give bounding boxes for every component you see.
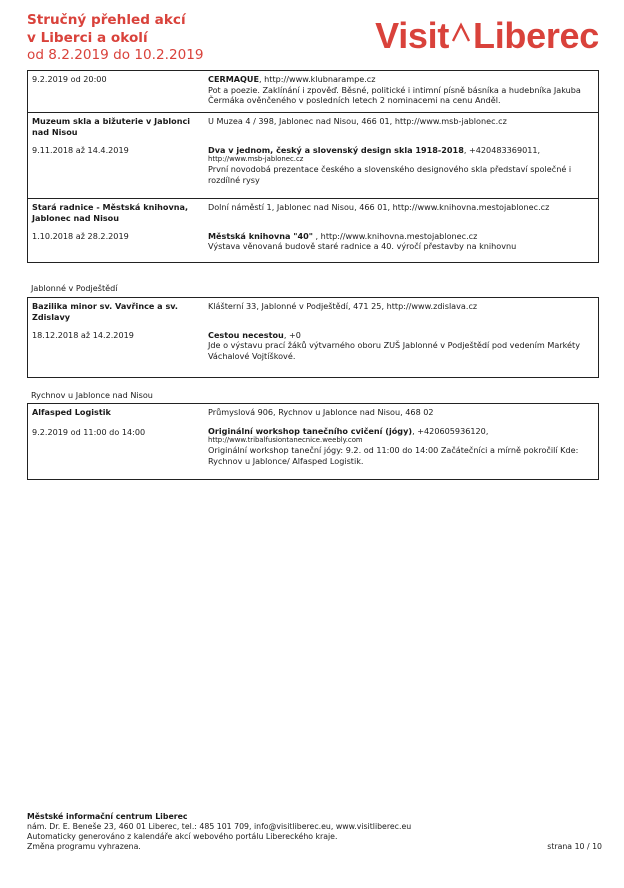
- event-url: http://www.tribalfusiontanecnice.weebly.com: [208, 436, 363, 445]
- event-contact: , http://www.klubnarampe.cz: [259, 74, 376, 84]
- footer-organization: Městské informační centrum Liberec: [27, 812, 188, 821]
- venue-name: Bazilika minor sv. Vavřince a sv. Zdislavy: [32, 301, 178, 322]
- page-number: strana 10 / 10: [547, 842, 602, 852]
- event-row: [28, 71, 598, 112]
- title-date-range: od 8.2.2019 do 10.2.2019: [27, 47, 204, 63]
- title-line-1: Stručný přehled akcí: [27, 12, 186, 28]
- venue-address: Dolní náměstí 1, Jablonec nad Nisou, 466 01, http://www.knihovna.mestojablonec.cz: [208, 202, 550, 212]
- event-date: 9.2.2019 od 11:00 do 14:00: [32, 426, 146, 437]
- document-title: [27, 12, 204, 65]
- town-heading: Jablonné v Podještědí: [31, 283, 118, 293]
- logo-caret-icon: [450, 19, 472, 49]
- event-description: Jde o výstavu prací žáků výtvarného oboru ZUŠ Jablonné v Podještědí pod vedením Markéty Váchalové Vojtíškové.: [208, 340, 581, 362]
- footer-note: Změna programu vyhrazena.: [27, 842, 141, 852]
- event-description: Výstava věnovaná budově staré radnice a 40. výročí přestavby na knihovnu: [208, 241, 517, 252]
- event-title: Městská knihovna "40": [208, 230, 313, 241]
- event-title: CERMAQUE: [208, 74, 260, 84]
- town-heading: Rychnov u Jablonce nad Nisou: [31, 390, 153, 400]
- event-date: 1.10.2018 až 28.2.2019: [32, 231, 129, 242]
- venue-name: Muzeum skla a bižuterie v Jablonci nad Nisou: [32, 116, 191, 137]
- logo-text-visit: Visit: [375, 15, 450, 56]
- event-contact: , +420605936120,: [412, 425, 489, 436]
- event-date: 18.12.2018 až 14.2.2019: [32, 330, 134, 341]
- event-title: Cestou necestou: [208, 329, 284, 340]
- event-title: Originální workshop tanečního cvičení (jógy): [208, 425, 413, 436]
- event-date: 9.11.2018 až 14.4.2019: [32, 145, 129, 156]
- page-header: [27, 12, 599, 68]
- venue-row: [28, 112, 598, 198]
- venue-name: Stará radnice - Městská knihovna, Jablonec nad Nisou: [32, 202, 189, 223]
- events-table-liberec: [27, 70, 599, 263]
- event-description: První novodobá prezentace českého a slovenského designového skla představí společné i rozdílné rysy: [208, 163, 572, 185]
- venue-row: [28, 198, 598, 262]
- venue-row: [28, 404, 598, 479]
- events-table-jablonne: [27, 297, 599, 378]
- event-contact: , +0: [283, 329, 301, 340]
- venue-address: U Muzea 4 / 398, Jablonec nad Nisou, 466 01, http://www.msb-jablonec.cz: [208, 116, 507, 126]
- event-description: Pot a poezie. Zaklínání i zpověď. Běsné, politické i intimní písně básníka a hudebníka Jakuba Čermáka ověnčeného v posledních letech 2 nominacemi na cenu Anděl.: [208, 84, 581, 106]
- venue-address: Klášterní 33, Jablonné v Podještědí, 471 25, http://www.zdislava.cz: [208, 301, 478, 311]
- event-url: http://www.msb-jablonec.cz: [208, 155, 304, 164]
- event-date: 9.2.2019 od 20:00: [32, 74, 107, 84]
- venue-name: Alfasped Logistik: [32, 407, 111, 417]
- footer-address: nám. Dr. E. Beneše 23, 460 01 Liberec, tel.: 485 101 709, info@visitliberec.eu, www.visitliberec.eu: [27, 822, 412, 832]
- event-title: Dva v jednom, český a slovenský design skla 1918-2018: [208, 144, 464, 155]
- event-contact: , +420483369011,: [463, 144, 541, 155]
- event-description: Originální workshop taneční jógy: 9.2. od 11:00 do 14:00 Začátečníci a mírně pokročilí Kde: Rychnov u Jablonce/ Alfasped Logistik.: [208, 444, 579, 466]
- venue-address: Průmyslová 906, Rychnov u Jablonce nad Nisou, 468 02: [208, 407, 434, 417]
- visit-liberec-logo: [375, 15, 599, 55]
- page-footer: [27, 812, 602, 853]
- venue-row: [28, 298, 598, 377]
- title-line-2: v Liberci a okolí: [27, 29, 148, 46]
- event-contact: , http://www.knihovna.mestojablonec.cz: [312, 230, 478, 241]
- footer-note: Automaticky generováno z kalendáře akcí webového portálu Libereckého kraje.: [27, 832, 338, 842]
- logo-text-liberec: Liberec: [473, 15, 599, 56]
- events-table-rychnov: [27, 403, 599, 480]
